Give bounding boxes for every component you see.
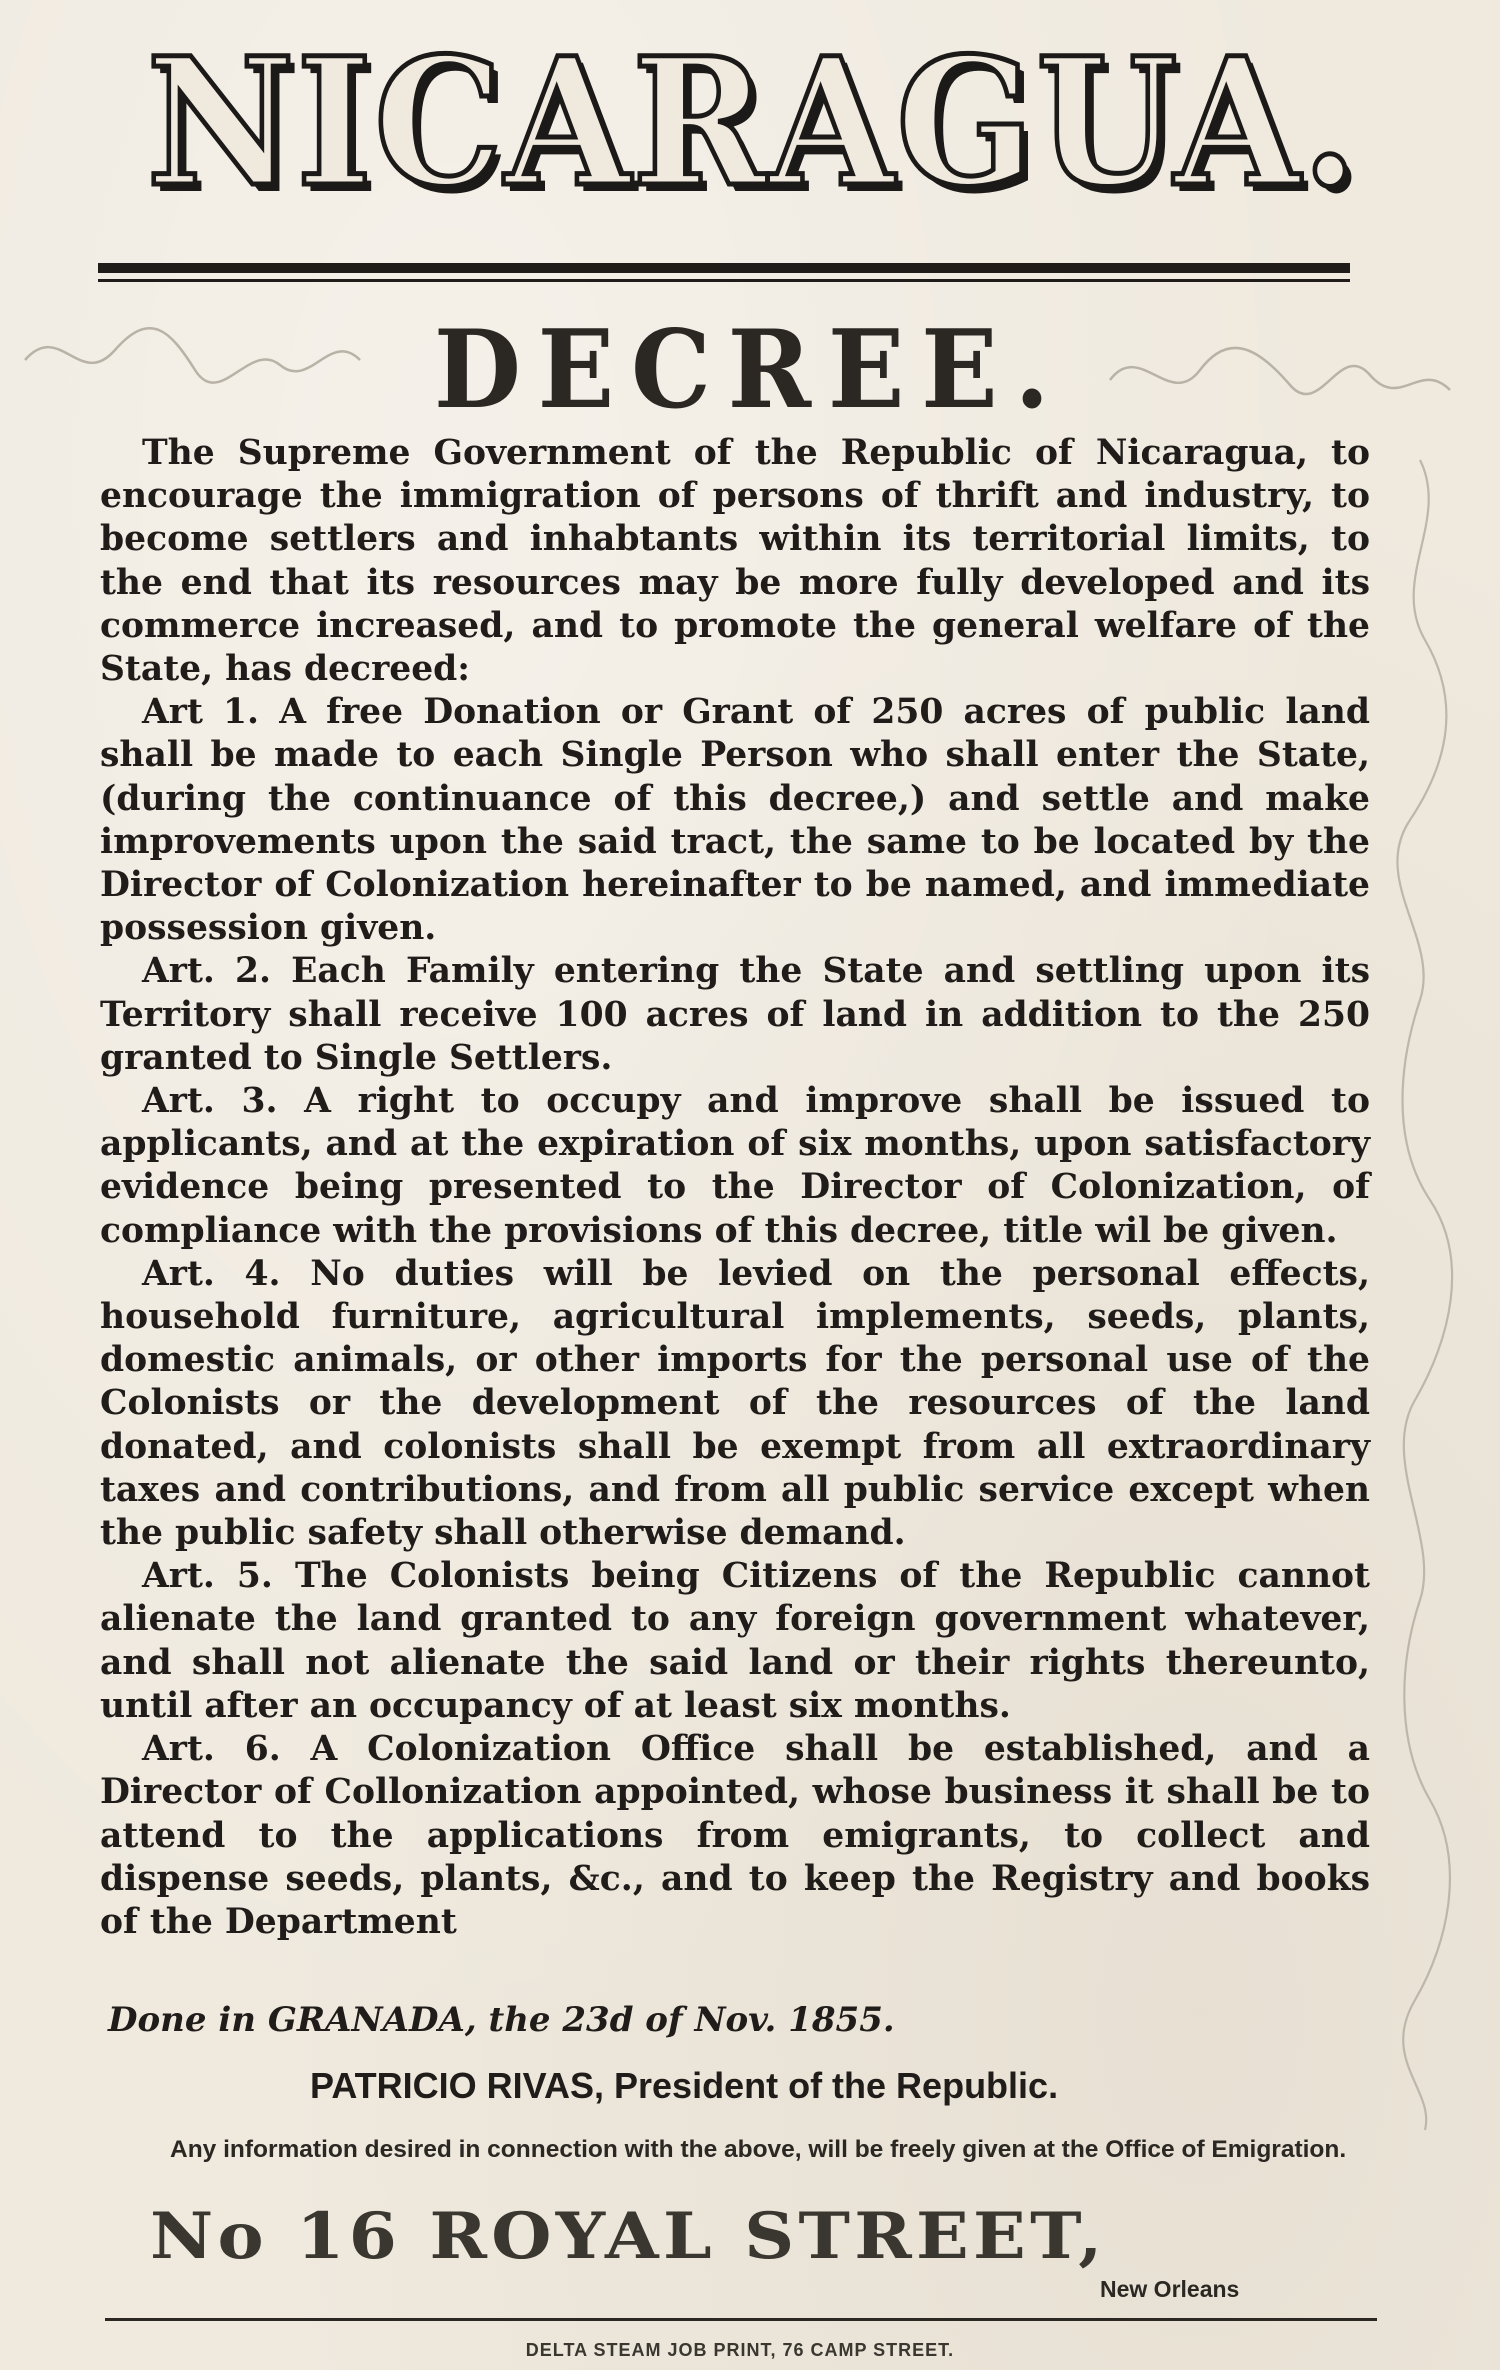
poster-title: NICARAGUA. — [146, 19, 1360, 226]
pencil-annotation-margin — [1380, 440, 1470, 2140]
article-5: Art. 5. The Colonists being Citizens of the Republic cannot alienate the land granted to any foreign government whatever, and shall not alienate the said land or their rights thereunto, until after an occupancy of at least six months. — [100, 1556, 1370, 1726]
article-2: Art. 2. Each Family entering the State and settling upon its Territory shall receive 100 acres of land in addition to the 250 granted to Single Settlers. — [100, 951, 1370, 1078]
article-1: Art 1. A free Donation or Grant of 250 acres of public land shall be made to each Single Person who shall enter the State, (during the continuance of this decree,) and settle and make improvements upon the said tract, the same to be located by the Director of Colonization hereinafter to be named, and immediate possession given. — [100, 692, 1370, 949]
information-note: Any information desired in connection with the above, will be freely given at the Office of Emigration. — [170, 2136, 1347, 2163]
article-4: Art. 4. No duties will be levied on the personal effects, household furniture, agricultural implements, seeds, plants, domestic animals, or other imports for the personal use of the Colonists or the development of the resources of the land donated, and colonists shall be exempt from all extraordinary taxes and contributions, and from all public service except when the public safety shall otherwise demand. — [100, 1253, 1370, 1554]
title-rule-thick — [98, 263, 1350, 273]
footer-rule — [105, 2318, 1377, 2321]
address-city: New Orleans — [1100, 2276, 1240, 2302]
address-street: No 16 ROYAL STREET, — [150, 2199, 1107, 2274]
decree-intro: The Supreme Government of the Republic of Nicaragua, to encourage the immigration of persons of thrift and industry, to become settlers and inhabtants within its territorial limits, to the end that its resources may be more fully developed and its commerce increased, and to promote the general welfare of the State, has decreed: — [100, 433, 1370, 690]
decree-heading: DECREE. — [433, 307, 1067, 433]
decree-body — [100, 432, 1370, 1944]
article-3: Art. 3. A right to occupy and improve shall be issued to applicants, and at the expiration of six months, upon satisfactory evidence being presented to the Director of Colonization, of compliance with the provisions of this decree, title wil be given. — [100, 1081, 1370, 1251]
article-6: Art. 6. A Colonization Office shall be established, and a Director of Collonization appointed, whose business it shall be to attend to the applications from emigrants, to collect and dispense seeds, plants, &c., and to keep the Registry and books of the Department — [100, 1729, 1370, 1942]
date-line: Done in GRANADA, the 23d of Nov. 1855. — [108, 2000, 895, 2040]
signature-line: PATRICIO RIVAS, President of the Republic. — [310, 2065, 1059, 2106]
printer-credit: DELTA STEAM JOB PRINT, 76 CAMP STREET. — [525, 2340, 955, 2360]
title-rule-thin — [98, 279, 1350, 282]
